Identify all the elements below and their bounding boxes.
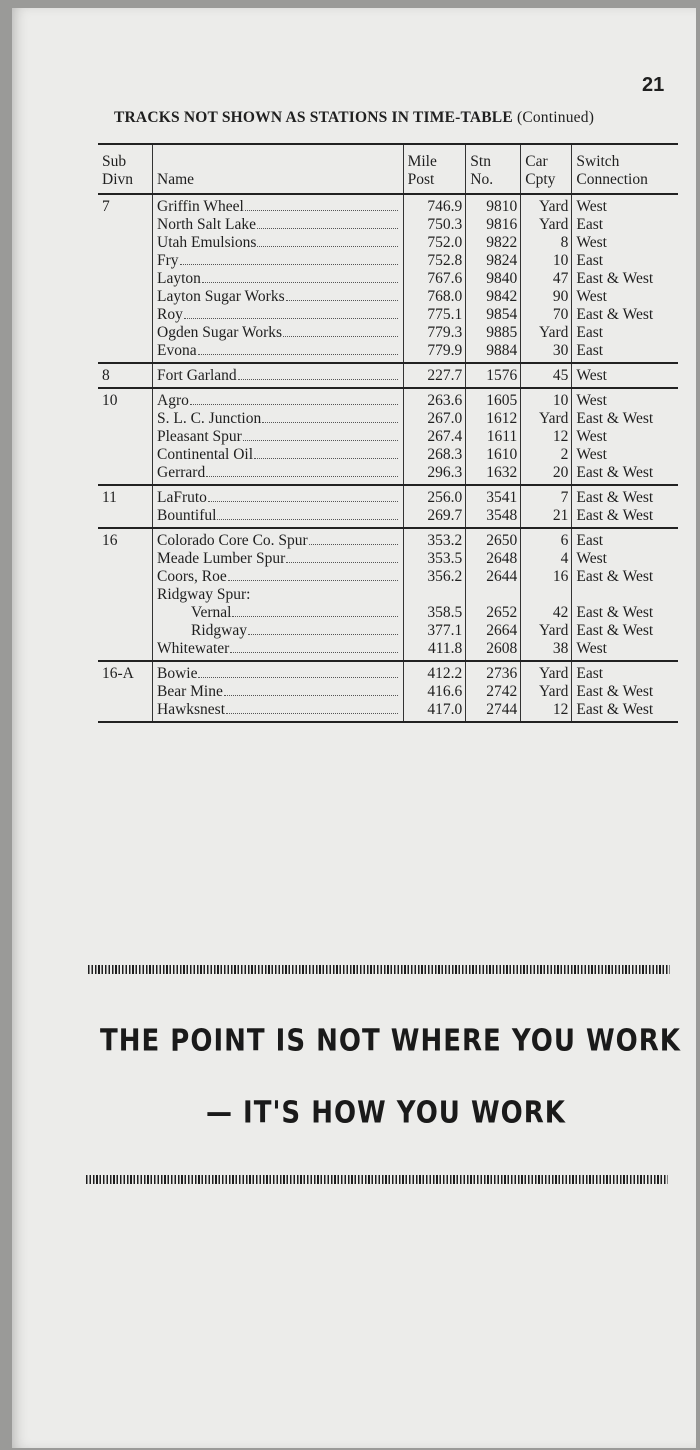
dot-leader bbox=[286, 300, 398, 301]
cell-sub-divn bbox=[98, 252, 153, 270]
cell-sub-divn: 8 bbox=[98, 363, 153, 388]
col-header-car-cpty: Car Cpty bbox=[521, 144, 572, 194]
cell-switch-connection: East bbox=[572, 661, 678, 683]
cell-sub-divn: 11 bbox=[102, 489, 117, 506]
table-row bbox=[98, 194, 678, 216]
cell-name bbox=[153, 528, 404, 550]
cell-sub-divn bbox=[98, 550, 153, 568]
col-header-sub-divn: Sub Divn bbox=[98, 144, 153, 194]
cell-sub-divn bbox=[98, 586, 153, 604]
cell-mile-post: 296.3 bbox=[403, 464, 466, 485]
cell-switch-connection: East & West bbox=[572, 683, 678, 701]
cell-stn-no: 9885 bbox=[466, 324, 521, 342]
col-header-switch-connection: Switch Connection bbox=[572, 144, 678, 194]
cell-stn-no: 2664 bbox=[466, 622, 521, 640]
table-heading bbox=[114, 109, 674, 127]
cell-stn-no: 2736 bbox=[466, 661, 521, 683]
cell-car-cpty: 38 bbox=[521, 640, 572, 661]
cell-car-cpty: Yard bbox=[521, 324, 572, 342]
cell-mile-post: 358.5 bbox=[403, 604, 466, 622]
track-name: Layton Sugar Works bbox=[157, 288, 285, 305]
table-row bbox=[98, 550, 678, 568]
cell-sub-divn: 10 bbox=[102, 392, 118, 409]
dot-leader bbox=[198, 677, 397, 678]
table-row bbox=[98, 640, 678, 661]
cell-name bbox=[153, 306, 404, 324]
cell-switch-connection: West bbox=[572, 388, 678, 410]
cell-name bbox=[153, 550, 404, 568]
cell-car-cpty: 16 bbox=[521, 568, 572, 586]
heading-title: TRACKS NOT SHOWN AS STATIONS IN TIME-TABLE bbox=[114, 109, 513, 126]
track-name: Whitewater bbox=[157, 640, 230, 657]
cell-stn-no: 3541 bbox=[466, 485, 521, 507]
cell-name bbox=[153, 288, 404, 306]
dot-leader bbox=[198, 354, 398, 355]
cell-mile-post: 746.9 bbox=[403, 194, 466, 216]
track-name: LaFruto bbox=[157, 489, 207, 506]
cell-switch-connection: West bbox=[572, 194, 678, 216]
cell-sub-divn bbox=[98, 464, 153, 485]
table-body bbox=[98, 194, 678, 722]
cell-sub-divn bbox=[98, 683, 153, 701]
cell-sub-divn bbox=[98, 640, 153, 661]
cell-stn-no: 9854 bbox=[466, 306, 521, 324]
dot-leader bbox=[262, 422, 397, 423]
cell-car-cpty: Yard bbox=[521, 410, 572, 428]
dot-leader bbox=[217, 519, 397, 520]
cell-stn-no: 2644 bbox=[466, 568, 521, 586]
cell-car-cpty: Yard bbox=[521, 683, 572, 701]
cell-sub-divn bbox=[98, 410, 153, 428]
cell-sub-divn bbox=[98, 604, 153, 622]
cell-car-cpty: 8 bbox=[521, 234, 572, 252]
track-name: Bountiful bbox=[157, 507, 217, 524]
cell-mile-post: 750.3 bbox=[403, 216, 466, 234]
dot-leader bbox=[208, 501, 398, 502]
table-row bbox=[98, 252, 678, 270]
cell-mile-post: 779.9 bbox=[403, 342, 466, 363]
cell-stn-no: 9840 bbox=[466, 270, 521, 288]
dot-leader bbox=[283, 336, 398, 337]
cell-stn-no: 9810 bbox=[466, 194, 521, 216]
dot-leader bbox=[309, 544, 398, 545]
cell-name bbox=[153, 604, 404, 622]
cell-car-cpty: 7 bbox=[521, 485, 572, 507]
divider-bar-bottom bbox=[86, 1175, 668, 1184]
cell-sub-divn bbox=[98, 306, 153, 324]
cell-name bbox=[153, 446, 404, 464]
cell-switch-connection: East bbox=[572, 528, 678, 550]
table-header-row bbox=[98, 144, 678, 194]
cell-mile-post: 412.2 bbox=[403, 661, 466, 683]
cell-switch-connection: West bbox=[572, 234, 678, 252]
track-name: Griffin Wheel bbox=[157, 198, 244, 215]
cell-name bbox=[153, 252, 404, 270]
table-row bbox=[98, 446, 678, 464]
table-row bbox=[98, 306, 678, 324]
table-row bbox=[98, 270, 678, 288]
col-header-mile-post: Mile Post bbox=[403, 144, 466, 194]
table-row bbox=[98, 342, 678, 363]
cell-switch-connection: East & West bbox=[572, 410, 678, 428]
cell-sub-divn bbox=[98, 507, 153, 528]
table-row bbox=[98, 288, 678, 306]
cell-sub-divn bbox=[98, 270, 153, 288]
track-name: Roy bbox=[157, 306, 183, 323]
track-name: Ridgway bbox=[191, 622, 247, 639]
cell-car-cpty: 30 bbox=[521, 342, 572, 363]
cell-switch-connection: West bbox=[572, 288, 678, 306]
table-row bbox=[98, 661, 678, 683]
cell-mile-post: 416.6 bbox=[403, 683, 466, 701]
dot-leader bbox=[248, 634, 398, 635]
dot-leader bbox=[238, 379, 398, 380]
cell-name bbox=[153, 640, 404, 661]
track-name: Pleasant Spur bbox=[157, 428, 242, 445]
cell-car-cpty: 2 bbox=[521, 446, 572, 464]
cell-mile-post: 752.8 bbox=[403, 252, 466, 270]
cell-sub-divn bbox=[98, 342, 153, 363]
dot-leader bbox=[230, 652, 397, 653]
cell-stn-no: 2650 bbox=[466, 528, 521, 550]
cell-stn-no bbox=[466, 586, 521, 604]
cell-stn-no: 2608 bbox=[466, 640, 521, 661]
cell-switch-connection: West bbox=[572, 428, 678, 446]
track-name: Fry bbox=[157, 252, 179, 269]
dot-leader bbox=[286, 562, 397, 563]
cell-switch-connection: East & West bbox=[572, 485, 678, 507]
table-row bbox=[98, 604, 678, 622]
cell-car-cpty: 70 bbox=[521, 306, 572, 324]
cell-stn-no: 9824 bbox=[466, 252, 521, 270]
cell-mile-post: 263.6 bbox=[403, 388, 466, 410]
table-row bbox=[98, 528, 678, 550]
cell-sub-divn bbox=[98, 568, 153, 586]
cell-name bbox=[153, 683, 404, 701]
track-name: Gerrard bbox=[157, 464, 206, 481]
dot-leader bbox=[202, 282, 398, 283]
cell-switch-connection: East bbox=[572, 342, 678, 363]
cell-switch-connection: East & West bbox=[572, 622, 678, 640]
cell-name bbox=[153, 586, 404, 604]
cell-mile-post: 269.7 bbox=[403, 507, 466, 528]
cell-switch-connection: East & West bbox=[572, 701, 678, 722]
dot-leader bbox=[243, 440, 398, 441]
cell-car-cpty bbox=[521, 586, 572, 604]
dot-leader bbox=[190, 404, 398, 405]
track-name: Evona bbox=[157, 342, 197, 359]
cell-stn-no: 1576 bbox=[466, 363, 521, 388]
table-row bbox=[98, 234, 678, 252]
cell-name bbox=[153, 363, 404, 388]
dot-leader bbox=[245, 210, 398, 211]
table-row bbox=[98, 683, 678, 701]
table-row bbox=[98, 388, 678, 410]
cell-car-cpty: 21 bbox=[521, 507, 572, 528]
cell-switch-connection: East bbox=[572, 252, 678, 270]
cell-name bbox=[153, 428, 404, 446]
cell-name bbox=[153, 234, 404, 252]
track-name: Fort Garland bbox=[157, 367, 237, 384]
col-header-name: Name bbox=[153, 144, 404, 194]
cell-mile-post: 779.3 bbox=[403, 324, 466, 342]
cell-sub-divn bbox=[98, 216, 153, 234]
track-name: Agro bbox=[157, 392, 189, 409]
cell-sub-divn: 7 bbox=[102, 198, 110, 215]
cell-car-cpty: Yard bbox=[521, 622, 572, 640]
cell-switch-connection: East bbox=[572, 324, 678, 342]
cell-mile-post bbox=[403, 586, 466, 604]
cell-stn-no: 3548 bbox=[466, 507, 521, 528]
dot-leader bbox=[206, 476, 397, 477]
dot-leader bbox=[228, 580, 398, 581]
cell-mile-post: 417.0 bbox=[403, 701, 466, 722]
cell-car-cpty: 12 bbox=[521, 701, 572, 722]
cell-stn-no: 1612 bbox=[466, 410, 521, 428]
cell-car-cpty: Yard bbox=[521, 216, 572, 234]
table-row bbox=[98, 485, 678, 507]
table-row bbox=[98, 622, 678, 640]
track-name: Continental Oil bbox=[157, 446, 254, 463]
cell-car-cpty: 6 bbox=[521, 528, 572, 550]
cell-mile-post: 268.3 bbox=[403, 446, 466, 464]
cell-stn-no: 2652 bbox=[466, 604, 521, 622]
track-name: Bear Mine bbox=[157, 683, 223, 700]
table-row bbox=[98, 428, 678, 446]
cell-stn-no: 1610 bbox=[466, 446, 521, 464]
cell-sub-divn bbox=[98, 288, 153, 306]
cell-car-cpty: 47 bbox=[521, 270, 572, 288]
dot-leader bbox=[232, 616, 397, 617]
track-name: Hawksnest bbox=[157, 701, 226, 718]
cell-switch-connection: West bbox=[572, 446, 678, 464]
cell-car-cpty: 45 bbox=[521, 363, 572, 388]
heading-continued: (Continued) bbox=[516, 109, 595, 126]
dot-leader bbox=[226, 713, 398, 714]
track-name: S. L. C. Junction bbox=[157, 410, 262, 427]
page-number: 21 bbox=[642, 74, 665, 96]
track-name: Utah Emulsions bbox=[157, 234, 257, 251]
cell-mile-post: 353.2 bbox=[403, 528, 466, 550]
cell-name bbox=[153, 342, 404, 363]
table-row bbox=[98, 324, 678, 342]
cell-name bbox=[153, 270, 404, 288]
cell-switch-connection: East & West bbox=[572, 604, 678, 622]
table-row bbox=[98, 568, 678, 586]
cell-sub-divn: 16 bbox=[102, 532, 118, 549]
cell-car-cpty: 90 bbox=[521, 288, 572, 306]
cell-name bbox=[153, 410, 404, 428]
cell-mile-post: 356.2 bbox=[403, 568, 466, 586]
cell-name bbox=[153, 622, 404, 640]
table-row bbox=[98, 507, 678, 528]
cell-name bbox=[153, 507, 404, 528]
cell-stn-no: 9822 bbox=[466, 234, 521, 252]
cell-stn-no: 2742 bbox=[466, 683, 521, 701]
cell-name bbox=[153, 661, 404, 683]
cell-mile-post: 752.0 bbox=[403, 234, 466, 252]
cell-car-cpty: Yard bbox=[521, 661, 572, 683]
cell-car-cpty: 42 bbox=[521, 604, 572, 622]
cell-switch-connection: West bbox=[572, 550, 678, 568]
track-name: Coors, Roe bbox=[157, 568, 227, 585]
cell-mile-post: 411.8 bbox=[403, 640, 466, 661]
table-row bbox=[98, 586, 678, 604]
cell-sub-divn: 16-A bbox=[102, 665, 134, 682]
cell-mile-post: 377.1 bbox=[403, 622, 466, 640]
dot-leader bbox=[224, 695, 398, 696]
cell-car-cpty: 10 bbox=[521, 252, 572, 270]
cell-stn-no: 1605 bbox=[466, 388, 521, 410]
table-row bbox=[98, 701, 678, 722]
track-name: Ogden Sugar Works bbox=[157, 324, 283, 341]
dot-leader bbox=[180, 264, 398, 265]
col-header-stn-no: Stn No. bbox=[466, 144, 521, 194]
table-row bbox=[98, 410, 678, 428]
page bbox=[12, 8, 696, 1448]
cell-name bbox=[153, 568, 404, 586]
cell-name bbox=[153, 388, 404, 410]
cell-switch-connection: East & West bbox=[572, 568, 678, 586]
cell-sub-divn bbox=[98, 428, 153, 446]
cell-switch-connection: East & West bbox=[572, 306, 678, 324]
cell-mile-post: 267.4 bbox=[403, 428, 466, 446]
cell-mile-post: 267.0 bbox=[403, 410, 466, 428]
cell-switch-connection: East bbox=[572, 216, 678, 234]
cell-switch-connection: West bbox=[572, 363, 678, 388]
cell-switch-connection: East & West bbox=[572, 507, 678, 528]
cell-switch-connection bbox=[572, 586, 678, 604]
cell-name bbox=[153, 485, 404, 507]
dot-leader bbox=[254, 458, 398, 459]
cell-name bbox=[153, 701, 404, 722]
cell-name bbox=[153, 216, 404, 234]
cell-stn-no: 9884 bbox=[466, 342, 521, 363]
cell-mile-post: 775.1 bbox=[403, 306, 466, 324]
track-name: North Salt Lake bbox=[157, 216, 257, 233]
cell-stn-no: 9842 bbox=[466, 288, 521, 306]
cell-switch-connection: East & West bbox=[572, 464, 678, 485]
table-row bbox=[98, 216, 678, 234]
slogan-line-1: THE POINT IS NOT WHERE YOU WORK bbox=[100, 1024, 681, 1059]
track-name: Colorado Core Co. Spur bbox=[157, 532, 308, 549]
track-name: Ridgway Spur: bbox=[157, 586, 251, 603]
cell-stn-no: 2648 bbox=[466, 550, 521, 568]
cell-mile-post: 768.0 bbox=[403, 288, 466, 306]
dot-leader bbox=[257, 228, 398, 229]
cell-mile-post: 353.5 bbox=[403, 550, 466, 568]
cell-switch-connection: West bbox=[572, 640, 678, 661]
cell-sub-divn bbox=[98, 324, 153, 342]
cell-stn-no: 1611 bbox=[466, 428, 521, 446]
cell-stn-no: 1632 bbox=[466, 464, 521, 485]
divider-bar-top bbox=[88, 965, 670, 974]
tracks-table bbox=[98, 143, 678, 723]
cell-car-cpty: 12 bbox=[521, 428, 572, 446]
dot-leader bbox=[257, 246, 397, 247]
cell-switch-connection: East & West bbox=[572, 270, 678, 288]
table-row bbox=[98, 363, 678, 388]
table-row bbox=[98, 464, 678, 485]
cell-name bbox=[153, 194, 404, 216]
cell-stn-no: 2744 bbox=[466, 701, 521, 722]
cell-stn-no: 9816 bbox=[466, 216, 521, 234]
cell-sub-divn bbox=[98, 234, 153, 252]
cell-car-cpty: Yard bbox=[521, 194, 572, 216]
cell-car-cpty: 20 bbox=[521, 464, 572, 485]
cell-sub-divn bbox=[98, 622, 153, 640]
cell-car-cpty: 4 bbox=[521, 550, 572, 568]
cell-name bbox=[153, 324, 404, 342]
cell-mile-post: 256.0 bbox=[403, 485, 466, 507]
track-name: Vernal bbox=[191, 604, 232, 621]
cell-mile-post: 227.7 bbox=[403, 363, 466, 388]
cell-name bbox=[153, 464, 404, 485]
cell-sub-divn bbox=[98, 701, 153, 722]
track-name: Meade Lumber Spur bbox=[157, 550, 286, 567]
cell-car-cpty: 10 bbox=[521, 388, 572, 410]
slogan-line-2: — IT'S HOW YOU WORK bbox=[206, 1096, 566, 1131]
cell-sub-divn bbox=[98, 446, 153, 464]
cell-mile-post: 767.6 bbox=[403, 270, 466, 288]
track-name: Bowie bbox=[157, 665, 198, 682]
track-name: Layton bbox=[157, 270, 201, 287]
dot-leader bbox=[184, 318, 398, 319]
